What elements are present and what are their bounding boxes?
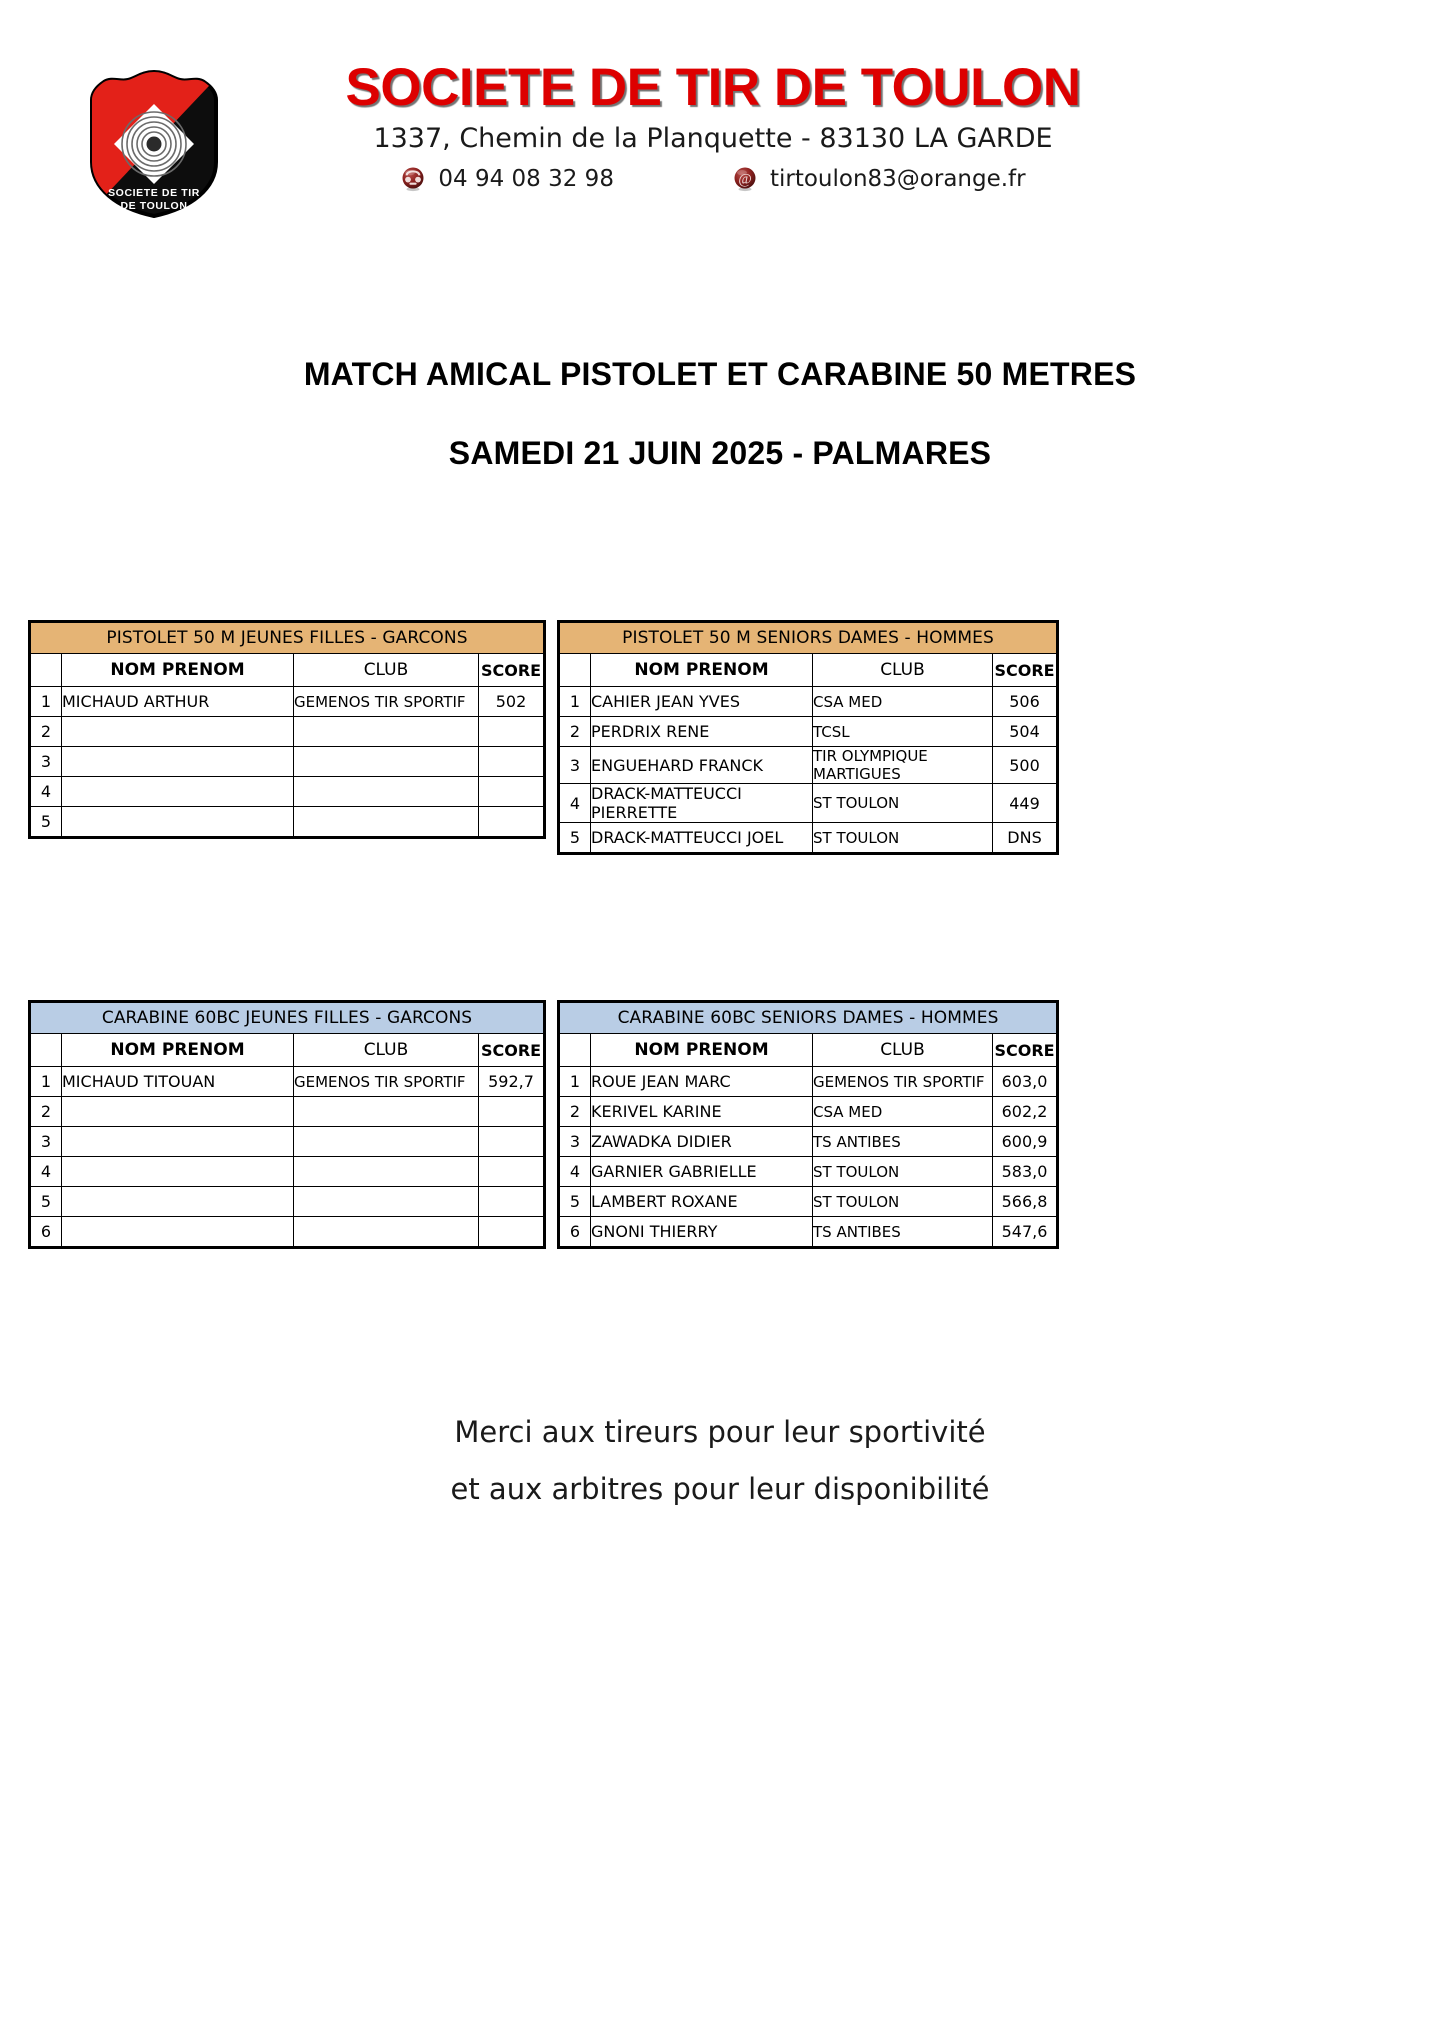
cell-club: TIR OLYMPIQUE MARTIGUES <box>813 747 993 784</box>
organization-name: SOCIETE DE TIR DE TOULON <box>345 58 1081 117</box>
cell-name: MICHAUD TITOUAN <box>62 1067 294 1097</box>
cell-rank: 5 <box>31 1187 62 1217</box>
table-row <box>560 1187 1057 1217</box>
page-subtitle: SAMEDI 21 JUIN 2025 - PALMARES <box>448 435 992 471</box>
column-header-row <box>31 1034 544 1067</box>
cell-club <box>294 1187 479 1217</box>
cell-name <box>62 807 294 837</box>
cell-score <box>479 1217 544 1247</box>
cell-rank: 4 <box>31 777 62 807</box>
cell-club: TS ANTIBES <box>813 1127 993 1157</box>
cell-rank: 1 <box>560 1067 591 1097</box>
column-header-row <box>560 1034 1057 1067</box>
table-row <box>31 1217 544 1247</box>
cell-club: ST TOULON <box>813 823 993 853</box>
col-header-score: SCORE <box>479 1034 544 1067</box>
cell-name <box>62 717 294 747</box>
cell-score: 592,7 <box>479 1067 544 1097</box>
cell-score: 449 <box>993 784 1057 823</box>
table-row <box>31 687 544 717</box>
cell-name: PERDRIX RENE <box>591 717 813 747</box>
cell-name: MICHAUD ARTHUR <box>62 687 294 717</box>
table-body-0 <box>31 623 544 837</box>
table-body-1 <box>560 623 1057 853</box>
col-header-rank <box>560 1034 591 1067</box>
cell-name <box>62 1157 294 1187</box>
cell-score <box>479 717 544 747</box>
cell-club: TS ANTIBES <box>813 1217 993 1247</box>
col-header-rank <box>31 1034 62 1067</box>
table-row <box>560 1217 1057 1247</box>
cell-score <box>479 1157 544 1187</box>
cell-rank: 3 <box>560 747 591 784</box>
table-row <box>31 1127 544 1157</box>
email-address: tirtoulon83@orange.fr <box>769 166 1026 193</box>
cell-club <box>294 1157 479 1187</box>
table-row <box>31 807 544 837</box>
cell-club <box>294 1217 479 1247</box>
cell-rank: 1 <box>31 687 62 717</box>
cell-score: 504 <box>993 717 1057 747</box>
cell-club: GEMENOS TIR SPORTIF <box>294 1067 479 1097</box>
category-title: PISTOLET 50 M JEUNES FILLES - GARCONS <box>31 623 544 654</box>
cell-name <box>62 1217 294 1247</box>
cell-club <box>294 777 479 807</box>
cell-name <box>62 1187 294 1217</box>
table-carabine-seniors <box>559 1002 1056 1247</box>
logo-text-line1: SOCIETE DE TIR <box>108 187 200 199</box>
page-title: MATCH AMICAL PISTOLET ET CARABINE 50 METRES <box>303 356 1137 392</box>
cell-club: GEMENOS TIR SPORTIF <box>813 1067 993 1097</box>
cell-rank: 1 <box>560 687 591 717</box>
col-header-club: CLUB <box>813 1034 993 1067</box>
col-header-name: NOM PRENOM <box>591 1034 813 1067</box>
cell-club: ST TOULON <box>813 784 993 823</box>
club-logo <box>84 70 224 218</box>
table-row <box>31 1067 544 1097</box>
table-row <box>560 1097 1057 1127</box>
cell-club: GEMENOS TIR SPORTIF <box>294 687 479 717</box>
cell-score: 502 <box>479 687 544 717</box>
cell-score: 547,6 <box>993 1217 1057 1247</box>
cell-score: 500 <box>993 747 1057 784</box>
cell-rank: 6 <box>560 1217 591 1247</box>
col-header-score: SCORE <box>993 1034 1057 1067</box>
table-row <box>560 1157 1057 1187</box>
cell-name: ZAWADKA DIDIER <box>591 1127 813 1157</box>
table-row <box>31 747 544 777</box>
svg-text:@: @ <box>738 171 752 188</box>
table-carabine-jeunes <box>30 1002 543 1247</box>
cell-name <box>62 1097 294 1127</box>
cell-score: 583,0 <box>993 1157 1057 1187</box>
cell-club <box>294 1127 479 1157</box>
score-table <box>559 1002 1057 1247</box>
cell-score <box>479 777 544 807</box>
cell-name: DRACK-MATTEUCCI JOEL <box>591 823 813 853</box>
contact-row <box>248 166 1178 192</box>
category-title: PISTOLET 50 M SENIORS DAMES - HOMMES <box>560 623 1057 654</box>
letterhead <box>0 58 1440 243</box>
col-header-club: CLUB <box>294 654 479 687</box>
cell-rank: 6 <box>31 1217 62 1247</box>
organization-address: 1337, Chemin de la Planquette - 83130 LA GARDE <box>373 123 1053 155</box>
cell-club <box>294 747 479 777</box>
cell-club: CSA MED <box>813 1097 993 1127</box>
score-table <box>559 622 1057 853</box>
phone-number: 04 94 08 32 98 <box>438 166 614 193</box>
cell-name <box>62 1127 294 1157</box>
footer-line-2: et aux arbitres pour leur disponibilité <box>450 1472 990 1506</box>
cell-club: TCSL <box>813 717 993 747</box>
col-header-rank <box>31 654 62 687</box>
cell-club: ST TOULON <box>813 1187 993 1217</box>
cell-club <box>294 717 479 747</box>
cell-score: 566,8 <box>993 1187 1057 1217</box>
cell-rank: 2 <box>560 1097 591 1127</box>
score-table <box>30 1002 544 1247</box>
cell-club: CSA MED <box>813 687 993 717</box>
col-header-rank <box>560 654 591 687</box>
cell-name: CAHIER JEAN YVES <box>591 687 813 717</box>
cell-rank: 4 <box>560 784 591 823</box>
cell-name: DRACK-MATTEUCCI PIERRETTE <box>591 784 813 823</box>
table-pistolet-jeunes <box>30 622 543 837</box>
cell-name: KERIVEL KARINE <box>591 1097 813 1127</box>
table-row <box>31 1157 544 1187</box>
table-row <box>31 717 544 747</box>
category-header-row <box>31 623 544 654</box>
cell-name <box>62 777 294 807</box>
document-titles <box>0 358 1440 469</box>
cell-score <box>479 1187 544 1217</box>
cell-rank: 3 <box>560 1127 591 1157</box>
category-title: CARABINE 60BC JEUNES FILLES - GARCONS <box>31 1003 544 1034</box>
table-body-3 <box>560 1003 1057 1247</box>
cell-rank: 2 <box>31 717 62 747</box>
cell-club: ST TOULON <box>813 1157 993 1187</box>
score-table <box>30 622 544 837</box>
at-sign-orb-icon <box>732 166 758 192</box>
cell-score: DNS <box>993 823 1057 853</box>
table-row <box>560 747 1057 784</box>
column-header-row <box>31 654 544 687</box>
email-contact[interactable] <box>732 166 1026 192</box>
cell-name: GNONI THIERRY <box>591 1217 813 1247</box>
table-row <box>560 717 1057 747</box>
table-row <box>560 687 1057 717</box>
table-pistolet-seniors <box>559 622 1056 853</box>
table-row <box>31 777 544 807</box>
cell-name: ENGUEHARD FRANCK <box>591 747 813 784</box>
cell-score: 600,9 <box>993 1127 1057 1157</box>
col-header-name: NOM PRENOM <box>591 654 813 687</box>
col-header-score: SCORE <box>479 654 544 687</box>
cell-score <box>479 1127 544 1157</box>
cell-score <box>479 807 544 837</box>
table-row <box>560 784 1057 823</box>
cell-name <box>62 747 294 777</box>
category-header-row <box>560 1003 1057 1034</box>
organization-block <box>248 58 1178 192</box>
cell-rank: 5 <box>31 807 62 837</box>
table-row <box>560 1127 1057 1157</box>
cell-score: 506 <box>993 687 1057 717</box>
category-title: CARABINE 60BC SENIORS DAMES - HOMMES <box>560 1003 1057 1034</box>
cell-rank: 5 <box>560 1187 591 1217</box>
col-header-club: CLUB <box>294 1034 479 1067</box>
cell-score <box>479 1097 544 1127</box>
telephone-orb-icon <box>400 166 426 192</box>
cell-rank: 2 <box>560 717 591 747</box>
footer-message <box>0 1415 1440 1506</box>
col-header-name: NOM PRENOM <box>62 654 294 687</box>
category-header-row <box>560 623 1057 654</box>
col-header-score: SCORE <box>993 654 1057 687</box>
cell-name: ROUE JEAN MARC <box>591 1067 813 1097</box>
table-row <box>31 1187 544 1217</box>
cell-score <box>479 747 544 777</box>
logo-text-line2: DE TOULON <box>120 200 188 212</box>
table-row <box>560 1067 1057 1097</box>
table-row <box>31 1097 544 1127</box>
cell-club <box>294 1097 479 1127</box>
col-header-club: CLUB <box>813 654 993 687</box>
cell-name: GARNIER GABRIELLE <box>591 1157 813 1187</box>
cell-score: 602,2 <box>993 1097 1057 1127</box>
category-header-row <box>31 1003 544 1034</box>
cell-rank: 4 <box>31 1157 62 1187</box>
cell-score: 603,0 <box>993 1067 1057 1097</box>
cell-rank: 2 <box>31 1097 62 1127</box>
cell-rank: 5 <box>560 823 591 853</box>
cell-name: LAMBERT ROXANE <box>591 1187 813 1217</box>
column-header-row <box>560 654 1057 687</box>
footer-line-1: Merci aux tireurs pour leur sportivité <box>454 1415 986 1449</box>
cell-club <box>294 807 479 837</box>
phone-contact[interactable] <box>400 166 614 192</box>
cell-rank: 3 <box>31 1127 62 1157</box>
table-row <box>560 823 1057 853</box>
col-header-name: NOM PRENOM <box>62 1034 294 1067</box>
cell-rank: 1 <box>31 1067 62 1097</box>
cell-rank: 4 <box>560 1157 591 1187</box>
table-body-2 <box>31 1003 544 1247</box>
cell-rank: 3 <box>31 747 62 777</box>
